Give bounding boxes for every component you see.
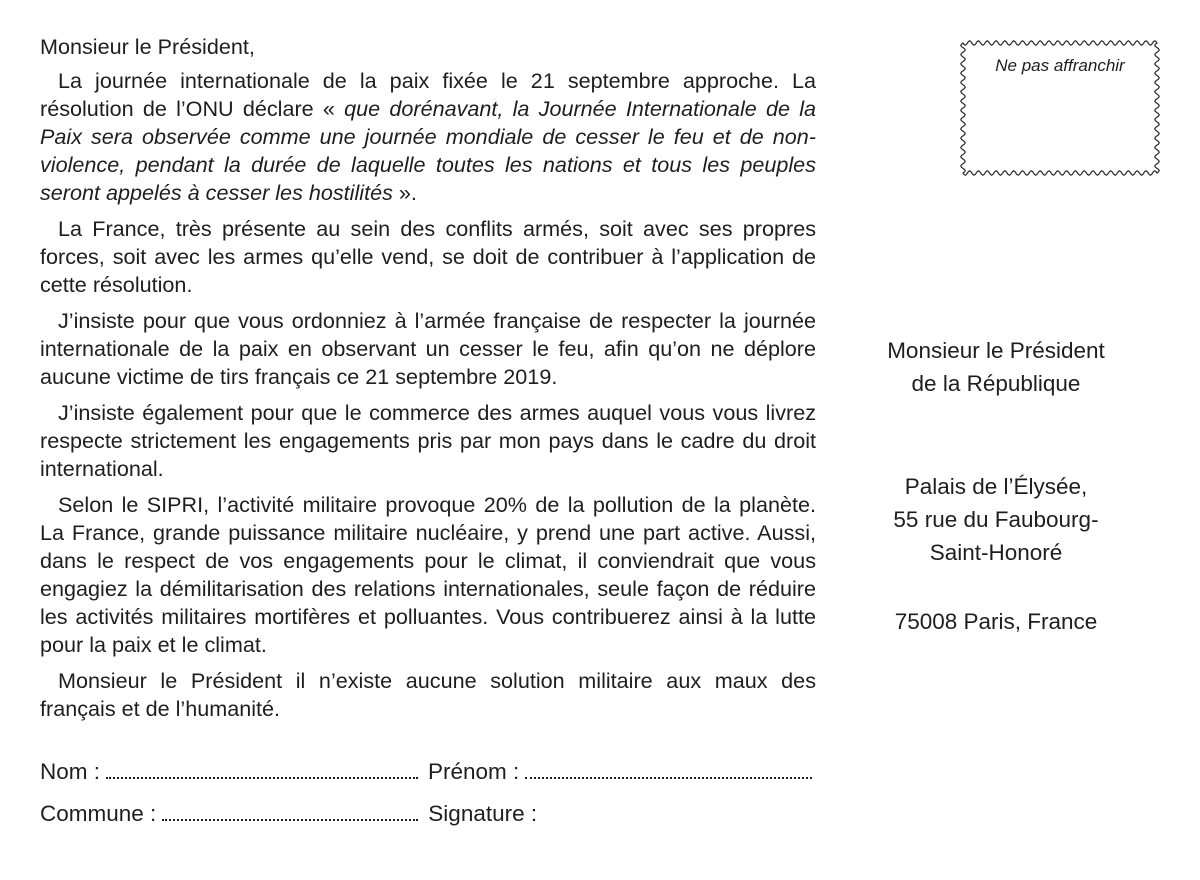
signature-label: Signature : bbox=[428, 801, 538, 826]
recipient-line-2: de la République bbox=[911, 371, 1081, 396]
commune-label: Commune : bbox=[40, 801, 157, 826]
paragraph-1-end: ». bbox=[392, 180, 417, 205]
nom-label: Nom : bbox=[40, 759, 101, 784]
recipient-line-1: Monsieur le Président bbox=[887, 338, 1105, 363]
paragraph-1 bbox=[40, 67, 816, 207]
street-line-2: 55 rue du Faubourg- bbox=[893, 507, 1099, 532]
form-row-commune bbox=[40, 799, 816, 829]
salutation: Monsieur le Président, bbox=[40, 34, 255, 59]
street-block bbox=[862, 470, 1130, 569]
stamp-box bbox=[960, 40, 1160, 176]
form-row-name bbox=[40, 757, 816, 787]
recipient-block bbox=[862, 334, 1130, 400]
un-resolution-quote: que dorénavant, la Journée Internationale de la Paix sera observée comme une journée mondiale de cesser le feu et de non-violence, pendant la durée de laquelle toutes les nations et tous les peuples seront appelés à cesser les hostilités bbox=[40, 96, 816, 205]
prenom-field[interactable] bbox=[525, 759, 812, 779]
paragraph-3: J’insiste pour que vous ordonniez à l’armée française de respecter la journée internationale de la paix en observant un cesser le feu, afin qu’on ne déplore aucune victime de tirs français ce 21 septembre 2019. bbox=[40, 308, 816, 389]
letter-body bbox=[40, 33, 816, 731]
paragraph-1-intro: La journée internationale de la paix fixée le 21 septembre approche. La résolution de l’ONU déclare « bbox=[40, 68, 816, 121]
prenom-label: Prénom : bbox=[428, 759, 520, 784]
stamp-text: Ne pas affranchir bbox=[995, 56, 1125, 75]
paragraph-6: Monsieur le Président il n’existe aucune solution militaire aux maux des français et de l’humanité. bbox=[40, 668, 816, 721]
street-line-3: Saint-Honoré bbox=[929, 540, 1063, 565]
city-block bbox=[862, 605, 1130, 638]
paragraph-4: J’insiste également pour que le commerce des armes auquel vous vous livrez respecte strictement les engagements pris par mon pays dans le cadre du droit international. bbox=[40, 400, 816, 481]
paragraph-2: La France, très présente au sein des conflits armés, soit avec ses propres forces, soit avec les armes qu’elle vend, se doit de contribuer à l’application de cette résolution. bbox=[40, 216, 816, 297]
paragraph-5: Selon le SIPRI, l’activité militaire provoque 20% de la pollution de la planète. La France, grande puissance militaire nucléaire, y prend une part active. Aussi, dans le respect de vos engagements pour le climat, il conviendrait que vous engagiez la démilitarisation des relations internationales, seule façon de réduire les activités militaires mortifères et polluantes. Vous contribuerez ainsi à la lutte pour la paix et le climat. bbox=[40, 492, 816, 657]
street-line-1: Palais de l’Élysée, bbox=[904, 474, 1088, 499]
nom-field[interactable] bbox=[106, 759, 418, 779]
city-line: 75008 Paris, France bbox=[894, 609, 1098, 634]
commune-field[interactable] bbox=[162, 801, 418, 821]
